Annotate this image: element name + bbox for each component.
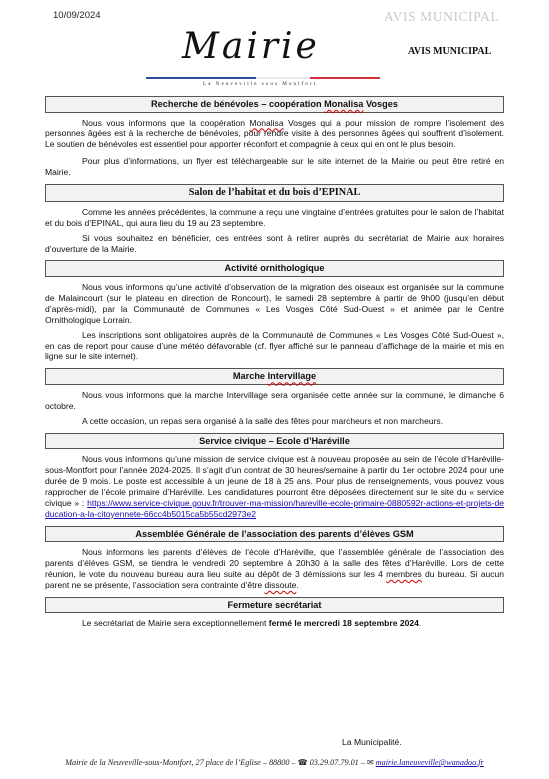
paragraph: A cette occasion, un repas sera organisé à la salle des fêtes pour marcheurs et non marcheurs. <box>82 415 444 426</box>
document-date: 10/09/2024 <box>53 10 101 21</box>
logo-flag-red <box>310 77 380 79</box>
section-title-fermeture: Fermeture secrétariat <box>45 597 504 614</box>
paragraph: Si vous souhaitez en bénéficier, ces entrées sont à retirer auprès du secrétariat de Mairie aux horaires d’ouverture de la Mairie. <box>45 232 504 254</box>
service-civique-link[interactable]: https://www.service-civique.gouv.fr/trouver-ma-mission/hareville-ecole-primaire-0880592r-actions-et-projets-deducation-a-la-citoyennete-66cc4b5015ca5b55cd2973e2 <box>45 497 504 519</box>
paragraph: Nous vous informons que la marche Intervillage sera organisée cette année sur la commune, le dimanche 6 octobre. <box>45 389 504 411</box>
paragraph: Nous informons les parents d’élèves de l’école d’Haréville, que l’assemblée générale de l’association des parents d’élèves GSM, se tiendra le vendredi 20 septembre à 20h30 à la salle des fêtes d’Haréville. Lors de cette réunion, le vote du nouveau bureau aura lieu suite au dépôt de 3 démissions sur les 4 membres du bureau. Si aucun parent ne se présente, l’association sera contrainte d’être dissoute. <box>45 547 504 590</box>
document-title: AVIS MUNICIPAL <box>408 46 492 57</box>
paragraph: Les inscriptions sont obligatoires auprès de la Communauté de Communes « Les Vosges Côté Sud-Ouest », en cas de report pour cause d’une météo défavorable (cf. flyer affiché sur le panneau d’affichage de la mairie et mis en ligne sur le site internet). <box>45 329 504 362</box>
envelope-icon: ✉ <box>366 758 374 767</box>
section-title-salon: Salon de l’habitat et du bois d’EPINAL <box>45 184 504 202</box>
paragraph: Pour plus d’informations, un flyer est téléchargeable sur le site internet de la Mairie ou peut être retiré en Mairie. <box>45 156 504 178</box>
section-title-ornithologie: Activité ornithologique <box>45 260 504 277</box>
footer: Mairie de la Neuveville-sous-Montfort, 27 place de l’Eglise – 88800 – ☎ 03.29.07.79.01 – ✉ mairie.laneuveville@wanadoo.fr <box>65 758 484 767</box>
logo-flag-blue <box>146 77 256 79</box>
logo-script: Mairie <box>182 26 320 67</box>
section-title-benevoles: Recherche de bénévoles – coopération Monalisa Vosges <box>45 96 504 113</box>
watermark: AVIS MUNICIPAL <box>384 9 500 24</box>
footer-phone: 03.29.07.79.01 <box>309 758 359 767</box>
paragraph: Le secrétariat de Mairie sera exceptionnellement fermé le mercredi 18 septembre 2024. <box>82 618 422 629</box>
paragraph: Nous vous informons que la coopération Monalisa Vosges qui a pour mission de rompre l’isolement des personnes âgées est à la recherche de bénévoles, pour rendre visite à des personnes âgées qui souffrent d’isolement. Le soutien de bénévoles est essentiel pour apporter réconfort et compagnie à ceux qui en ont le plus besoin. <box>45 117 504 150</box>
paragraph: Nous vous informons qu’une activité d’observation de la migration des oiseaux est organisée sur la commune de Malaincourt (sur le plateau en direction de Roncourt), le samedi 28 septembre à partir de 9h00 (jusqu’en début d’après-midi), par la Communauté de Communes « Les Vosges Côté Sud-Ouest » et animée par le Centre Ornithologique Lorrain. <box>45 282 504 325</box>
section-title-service-civique: Service civique – Ecole d’Haréville <box>45 433 504 450</box>
logo-tagline: La Neuveville sous Montfort <box>202 81 318 87</box>
footer-address: Mairie de la Neuveville-sous-Montfort, 27 place de l’Eglise – 88800 – <box>65 758 298 767</box>
mairie-logo <box>140 22 380 94</box>
paragraph: Comme les années précédentes, la commune a reçu une vingtaine d’entrées gratuites pour le salon de l’habitat et du bois d’EPINAL, qui aura lieu du 19 au 23 septembre. <box>45 206 504 228</box>
section-title-marche: Marche Intervillage <box>45 368 504 385</box>
footer-email-link[interactable]: mairie.laneuveville@wanadoo.fr <box>375 758 484 767</box>
section-title-assemblee: Assemblée Générale de l’association des parents d’élèves GSM <box>45 526 504 543</box>
phone-icon: ☎ <box>297 758 308 767</box>
paragraph: Nous vous informons qu’une mission de service civique est à nouveau proposée au sein de l’école d’Haréville-sous-Montfort pour l’année 2024-2025. Il s’agit d’un contrat de 30 heures/semaine à partir du 1er octobre 2024 pour une durée de 9 mois. Le poste est accessible à un jeune de 18 à 25 ans. Pour plus de renseignements, vous pouvez vous rapprocher de l’école primaire d’Haréville. Les candidatures pourront être déposées directement sur le site du « service civique » : https://www.service-civique.gouv.fr/trouver-ma-mission/hareville-ecole-primaire-0880592r-actions-et-projets-deducation-a-la-citoyennete-66cc4b5015ca5b55cd2973e2 <box>45 454 504 519</box>
signature: La Municipalité. <box>342 737 402 747</box>
notice-content <box>45 96 504 635</box>
logo-flag-white <box>256 77 310 79</box>
